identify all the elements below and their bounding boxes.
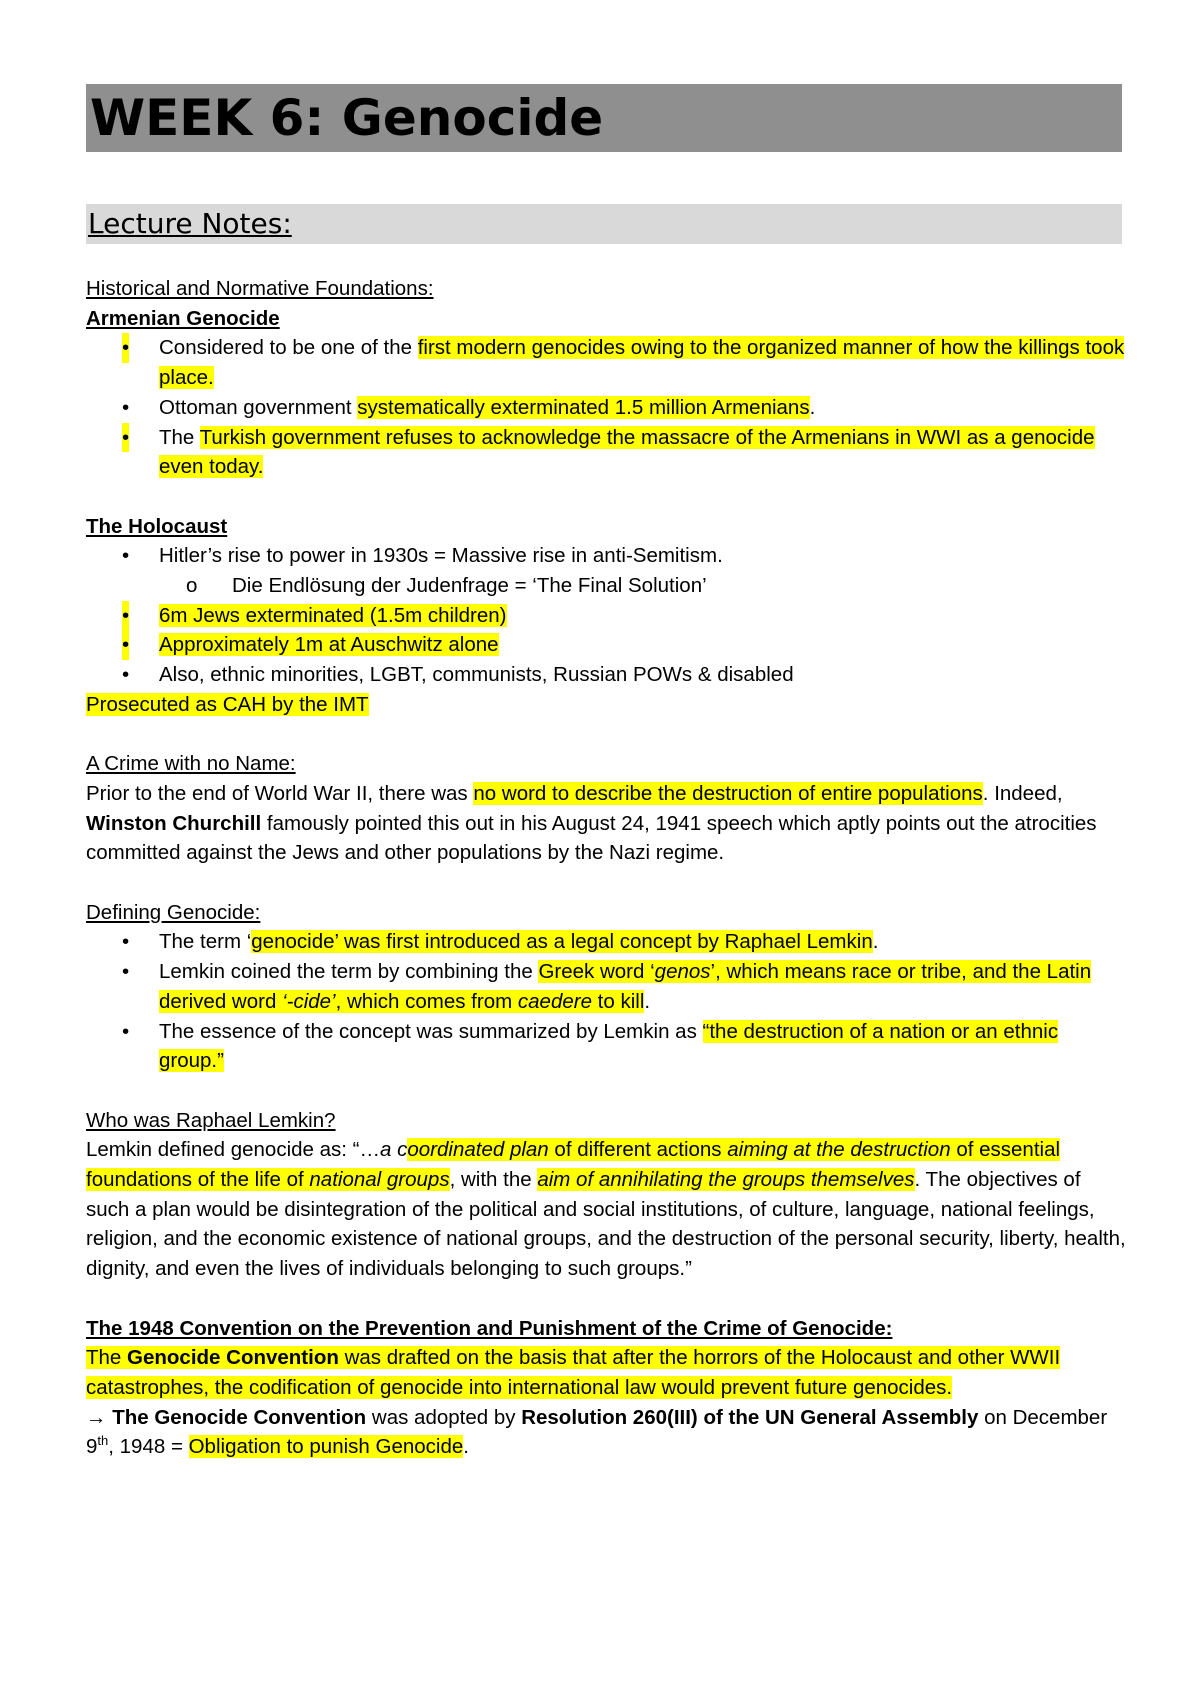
- text: Considered to be one of the: [159, 336, 418, 360]
- highlighted-text: Turkish government refuses to acknowledge the massacre of the Armenians in WWI as a genocide even today.: [159, 425, 1095, 479]
- highlighted-text: first modern genocides owing to the organized manner of how the killings took place.: [159, 336, 1125, 390]
- paragraph: [86, 1343, 1126, 1402]
- bullet-marker: •: [122, 630, 129, 660]
- bullet-marker: •: [122, 333, 129, 363]
- subheading-armenian-genocide: Armenian Genocide: [86, 306, 280, 330]
- section-heading-defining-genocide: Defining Genocide:: [86, 900, 261, 924]
- arrow-icon: →: [86, 1405, 107, 1429]
- text: Die Endlösung der Judenfrage = ‘The Final Solution’: [232, 574, 707, 598]
- highlighted-note: Prosecuted as CAH by the IMT: [86, 692, 369, 716]
- bullet-marker: •: [122, 423, 129, 453]
- paragraph: → The Genocide Convention was adopted by Resolution 260(III) of the UN General Assembly on December 9th, 1948 = Obligation to punish Genocide.: [86, 1405, 1108, 1459]
- subbullet-marker: o: [186, 574, 198, 598]
- bullet-marker: •: [122, 601, 129, 631]
- bullet-marker: •: [122, 544, 130, 568]
- text: The: [159, 425, 200, 449]
- bullet-marker: •: [122, 395, 130, 419]
- highlighted-text: systematically exterminated 1.5 million Armenians: [357, 395, 810, 419]
- list-item: • Lemkin coined the term by combining the Greek word ‘genos’, which means race or tribe, and the Latin derived word ‘-cide’, which comes from caedere to kill.: [86, 957, 1126, 1016]
- text: Also, ethnic minorities, LGBT, communists, Russian POWs & disabled: [159, 663, 794, 687]
- section-heading-1948-convention: The 1948 Convention on the Prevention and Punishment of the Crime of Genocide:: [86, 1316, 893, 1340]
- highlighted-text: 6m Jews exterminated (1.5m children): [159, 603, 507, 627]
- list-item: [86, 333, 1126, 392]
- highlighted-text: The Genocide Convention was drafted on the basis that after the horrors of the Holocaust and other WWII catastrophes, the codification of genocide into international law would prevent future genocides.: [86, 1346, 1061, 1399]
- text: .: [809, 395, 816, 419]
- subheading-holocaust: The Holocaust: [86, 514, 228, 538]
- list-item: [86, 660, 1126, 690]
- highlighted-text: oordinated plan of different actions aiming at the destruction of essential foundations of the life of national groups: [86, 1138, 1061, 1192]
- bullet-marker: •: [122, 663, 130, 687]
- highlighted-text: Approximately 1m at Auschwitz alone: [159, 633, 499, 657]
- list-item: • The term ‘genocide’ was first introduced as a legal concept by Raphael Lemkin.: [86, 927, 1126, 957]
- highlighted-text: genocide’ was first introduced as a legal concept by Raphael Lemkin: [251, 930, 873, 954]
- bullet-marker: •: [122, 960, 130, 984]
- paragraph: Lemkin defined genocide as: “…a coordinated plan of different actions aiming at the destruction of essential foundations of the life of national groups, with the aim of annihilating the groups themselves. The objectives of such a plan would be disintegration of the political and social institutions, of culture, language, national feelings, religion, and the economic existence of national groups, and the destruction of the personal security, liberty, health, dignity, and even the lives of individuals belonging to such groups.”: [86, 1138, 1126, 1281]
- paragraph: Prior to the end of World War II, there was no word to describe the destruction of entire populations. Indeed, Winston Churchill famously pointed this out in his August 24, 1941 speech which aptly points out the atrocities committed against the Jews and other populations by the Nazi regime.: [86, 781, 1097, 865]
- document-body: [86, 274, 1126, 1462]
- text: Hitler’s rise to power in 1930s = Massive rise in anti-Semitism.: [159, 544, 723, 568]
- page-title: WEEK 6: Genocide: [90, 89, 604, 147]
- section-heading-foundations: Historical and Normative Foundations:: [86, 277, 434, 300]
- text: Ottoman government: [159, 395, 358, 419]
- section-heading-crime-no-name: A Crime with no Name:: [86, 752, 296, 776]
- bullet-marker: •: [122, 1019, 130, 1043]
- list-item: [86, 393, 1126, 423]
- subtitle-bar: [86, 204, 1122, 244]
- highlighted-text: Greek word ‘genos’, which means race or tribe, and the Latin derived word ‘-cide’, which comes from caedere to kill: [159, 960, 1092, 1013]
- highlighted-text: no word to describe the destruction of entire populations: [473, 781, 983, 805]
- highlighted-text: Obligation to punish Genocide: [188, 1435, 464, 1459]
- list-item: [86, 601, 1126, 631]
- highlighted-text: “the destruction of a nation or an ethnic group.”: [159, 1019, 1059, 1073]
- page-subtitle: Lecture Notes:: [88, 207, 292, 240]
- sub-list-item: [86, 571, 1126, 601]
- bold-text: Winston Churchill: [86, 811, 262, 835]
- list-item: • The essence of the concept was summarized by Lemkin as “the destruction of a nation or an ethnic group.”: [86, 1017, 1126, 1076]
- title-bar: [86, 84, 1122, 152]
- list-item: [86, 541, 1126, 571]
- list-item: [86, 423, 1126, 482]
- section-heading-who-was-lemkin: Who was Raphael Lemkin?: [86, 1108, 336, 1132]
- list-item: [86, 630, 1126, 660]
- bullet-marker: •: [122, 930, 130, 954]
- highlighted-text: aim of annihilating the groups themselves: [537, 1168, 915, 1192]
